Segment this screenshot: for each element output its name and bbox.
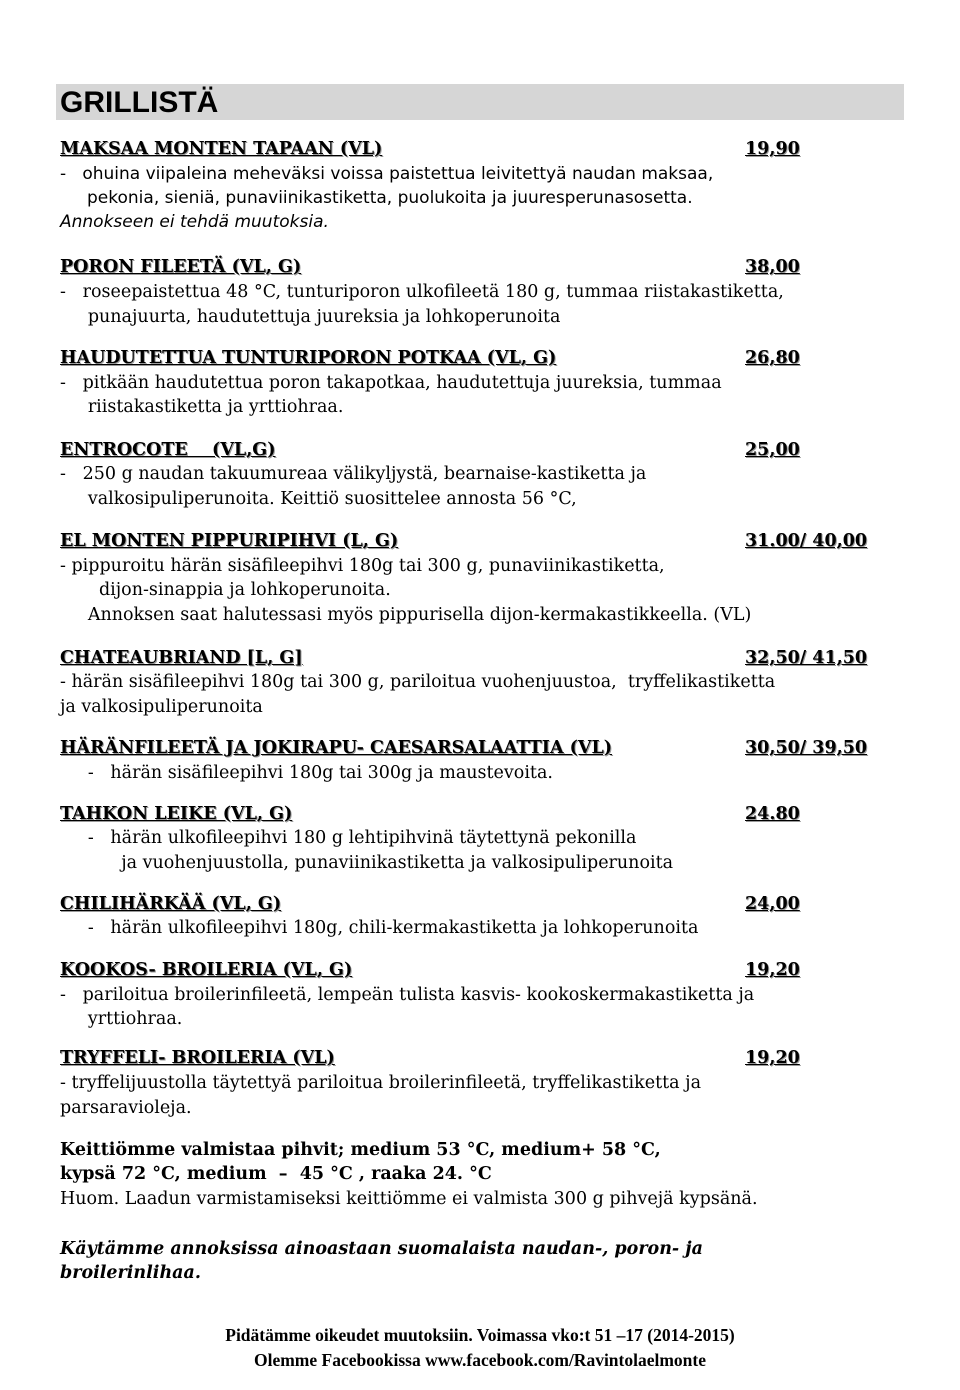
doneness-line: kypsä 72 °C, medium – 45 °C , raaka 24. °C [60,1164,492,1184]
item-description: - härän ulkofileepihvi 180g, chili-kermakastiketta ja lohkoperunoita [60,918,699,938]
item-price: 19,20 [745,960,800,980]
item-price: 19,90 [745,139,800,159]
origin-line: broilerinlihaa. [60,1263,201,1283]
item-price: 32,50/ 41,50 [745,648,868,668]
item-description: riistakastiketta ja yrttiohraa. [60,397,344,417]
item-price: 24,00 [745,894,800,914]
item-description: - pariloitua broilerinfileetä, lempeän tulista kasvis- kookoskermakastiketta ja [60,985,755,1005]
item-description: - roseepaistettua 48 °C, tunturiporon ulkofileetä 180 g, tummaa riistakastiketta, [60,282,784,302]
item-description: Annoksen saat halutessasi myös pippurisella dijon-kermakastikkeella. (VL) [60,605,752,625]
item-title: TRYFFELI- BROILERIA (VL) [60,1048,335,1068]
item-description: - tryffelijuustolla täytettyä pariloitua broilerinfileetä, tryffelikastiketta ja [60,1073,702,1093]
item-note: Annokseen ei tehdä muutoksia. [60,212,329,232]
item-description: dijon-sinappia ja lohkoperunoita. [60,580,391,600]
item-title: MAKSAA MONTEN TAPAAN (VL) [60,139,383,159]
item-price: 26,80 [745,348,800,368]
item-description: - 250 g naudan takuumureaa välikyljystä, bearnaise-kastiketta ja [60,464,647,484]
item-price: 31.00/ 40,00 [745,531,868,551]
doneness-note: Huom. Laadun varmistamiseksi keittiömme ei valmista 300 g pihvejä kypsänä. [60,1189,758,1209]
item-title: HAUDUTETTUA TUNTURIPORON POTKAA (VL, G) [60,348,557,368]
origin-line: Käytämme annoksissa ainoastaan suomalaista naudan-, poron- ja [60,1239,703,1259]
item-title: HÄRÄNFILEETÄ JA JOKIRAPU- CAESARSALAATTIA (VL) [60,738,613,758]
item-description: - pitkään haudutettua poron takapotkaa, haudutettuja juureksia, tummaa [60,373,722,393]
item-title: TAHKON LEIKE (VL, G) [60,804,293,824]
item-description: parsaravioleja. [60,1098,192,1118]
item-description: - ohuina viipaleina meheväksi voissa paistettua leivitettyä naudan maksaa, [60,164,714,184]
item-description: ja vuohenjuustolla, punaviinikastiketta ja valkosipuliperunoita [60,853,674,873]
item-description: pekonia, sieniä, punaviinikastiketta, puolukoita ja juuresperunasosetta. [60,188,693,208]
item-price: 25,00 [745,440,800,460]
item-description: yrttiohraa. [60,1009,183,1029]
item-title: KOOKOS- BROILERIA (VL, G) [60,960,353,980]
item-price: 19,20 [745,1048,800,1068]
item-title: ENTROCOTE (VL,G) [60,440,276,460]
item-description: - pippuroitu härän sisäfileepihvi 180g tai 300 g, punaviinikastiketta, [60,556,665,576]
item-title: CHATEAUBRIAND [L, G] [60,648,303,668]
item-description: punajuurta, haudutettuja juureksia ja lohkoperunoita [60,307,561,327]
item-title: EL MONTEN PIPPURIPIHVI (L, G) [60,531,399,551]
doneness-line: Keittiömme valmistaa pihvit; medium 53 °C, medium+ 58 °C, [60,1140,661,1160]
section-heading: GRILLISTÄ [60,86,219,119]
item-description: ja valkosipuliperunoita [60,697,263,717]
item-description: - härän sisäfileepihvi 180g tai 300g ja maustevoita. [60,763,553,783]
item-price: 38,00 [745,257,800,277]
item-description: - härän sisäfileepihvi 180g tai 300 g, pariloitua vuohenjuustoa, tryffelikastiketta [60,672,776,692]
item-title: CHILIHÄRKÄÄ (VL, G) [60,894,282,914]
item-description: valkosipuliperunoita. Keittiö suosittelee annosta 56 °C, [60,489,577,509]
item-price: 30,50/ 39,50 [745,738,868,758]
item-title: PORON FILEETÄ (VL, G) [60,257,302,277]
item-description: - härän ulkofileepihvi 180 g lehtipihvinä täytettynä pekonilla [60,828,637,848]
footer-facebook: Olemme Facebookissa www.facebook.com/Ravintolaelmonte [253,1350,707,1370]
item-price: 24.80 [745,804,800,824]
footer-validity: Pidätämme oikeudet muutoksiin. Voimassa vko:t 51 –17 (2014-2015) [225,1325,735,1345]
